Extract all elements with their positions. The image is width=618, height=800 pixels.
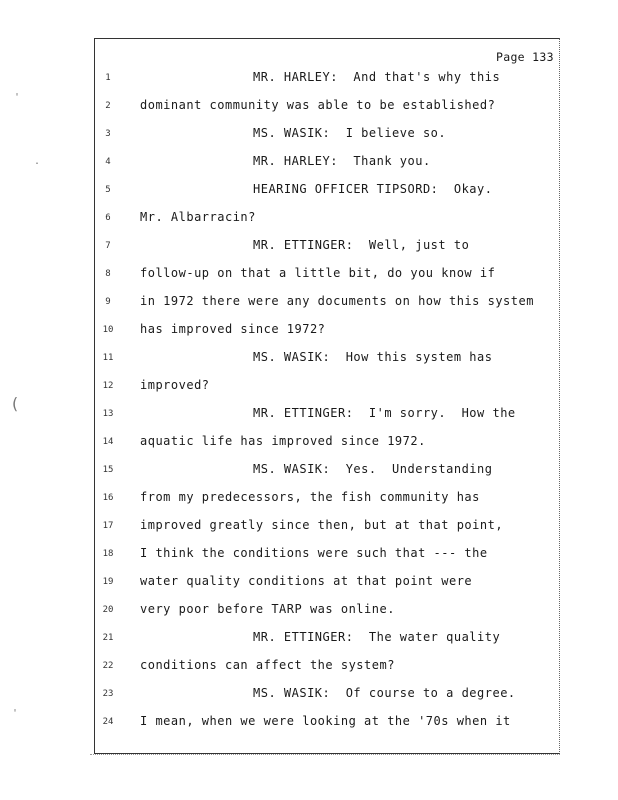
line-number: 19	[102, 577, 114, 587]
transcript-line	[0, 210, 618, 230]
line-text: very poor before TARP was online.	[140, 602, 395, 616]
line-number: 17	[102, 521, 114, 531]
line-text: improved?	[140, 378, 210, 392]
line-text: MS. WASIK: Of course to a degree.	[253, 686, 516, 700]
transcript-line	[0, 630, 618, 650]
transcript-line	[0, 658, 618, 678]
transcript-line	[0, 574, 618, 594]
line-text: MR. HARLEY: Thank you.	[253, 154, 431, 168]
line-number: 13	[102, 409, 114, 419]
line-number: 18	[102, 549, 114, 559]
line-text: conditions can affect the system?	[140, 658, 395, 672]
line-text: water quality conditions at that point were	[140, 574, 473, 588]
line-number: 22	[102, 661, 114, 671]
line-text: dominant community was able to be established?	[140, 98, 496, 112]
scan-mark: (	[10, 394, 20, 413]
line-number: 11	[102, 353, 114, 363]
transcript-line	[0, 238, 618, 258]
line-number: 8	[105, 269, 111, 279]
transcript-line	[0, 546, 618, 566]
line-number: 12	[102, 381, 114, 391]
line-number: 15	[102, 465, 114, 475]
line-text: MR. HARLEY: And that's why this	[253, 70, 501, 84]
transcript-line	[0, 518, 618, 538]
line-text: HEARING OFFICER TIPSORD: Okay.	[253, 182, 493, 196]
transcript-line	[0, 322, 618, 342]
transcript-line	[0, 434, 618, 454]
line-text: I think the conditions were such that --- the	[140, 546, 488, 560]
line-text: improved greatly since then, but at that point,	[140, 518, 504, 532]
transcript-line	[0, 266, 618, 286]
transcript-line	[0, 406, 618, 426]
line-number: 1	[105, 73, 111, 83]
line-number: 2	[105, 101, 111, 111]
line-number: 23	[102, 689, 114, 699]
scan-mark: .	[34, 156, 41, 167]
line-text: Mr. Albarracin?	[140, 210, 256, 224]
line-text: has improved since 1972?	[140, 322, 326, 336]
line-text: MS. WASIK: How this system has	[253, 350, 493, 364]
line-number: 10	[102, 325, 114, 335]
transcript-line	[0, 378, 618, 398]
transcript-line	[0, 490, 618, 510]
scan-mark: '	[14, 92, 21, 103]
line-text: in 1972 there were any documents on how this system	[140, 294, 534, 308]
transcript-line	[0, 714, 618, 734]
page-number: Page 133	[496, 50, 554, 64]
line-text: aquatic life has improved since 1972.	[140, 434, 426, 448]
line-number: 4	[105, 157, 111, 167]
line-number: 16	[102, 493, 114, 503]
line-text: MS. WASIK: Yes. Understanding	[253, 462, 493, 476]
transcript-line	[0, 126, 618, 146]
line-text: MR. ETTINGER: I'm sorry. How the	[253, 406, 516, 420]
transcript-line	[0, 182, 618, 202]
line-text: MS. WASIK: I believe so.	[253, 126, 447, 140]
transcript-line	[0, 350, 618, 370]
transcript-line	[0, 686, 618, 706]
line-number: 5	[105, 185, 111, 195]
transcript-line	[0, 602, 618, 622]
line-number: 14	[102, 437, 114, 447]
line-number: 9	[105, 297, 111, 307]
line-number: 6	[105, 213, 111, 223]
bottom-rule	[90, 754, 560, 755]
line-number: 3	[105, 129, 111, 139]
transcript-line	[0, 294, 618, 314]
transcript-line	[0, 462, 618, 482]
line-text: follow-up on that a little bit, do you know if	[140, 266, 496, 280]
line-text: MR. ETTINGER: The water quality	[253, 630, 501, 644]
line-text: from my predecessors, the fish community has	[140, 490, 480, 504]
line-text: I mean, when we were looking at the '70s when it	[140, 714, 511, 728]
line-number: 20	[102, 605, 114, 615]
transcript-line	[0, 154, 618, 174]
transcript-line	[0, 98, 618, 118]
line-number: 24	[102, 717, 114, 727]
scan-mark: '	[12, 708, 19, 719]
transcript-line	[0, 70, 618, 90]
line-number: 7	[105, 241, 111, 251]
line-number: 21	[102, 633, 114, 643]
line-text: MR. ETTINGER: Well, just to	[253, 238, 470, 252]
